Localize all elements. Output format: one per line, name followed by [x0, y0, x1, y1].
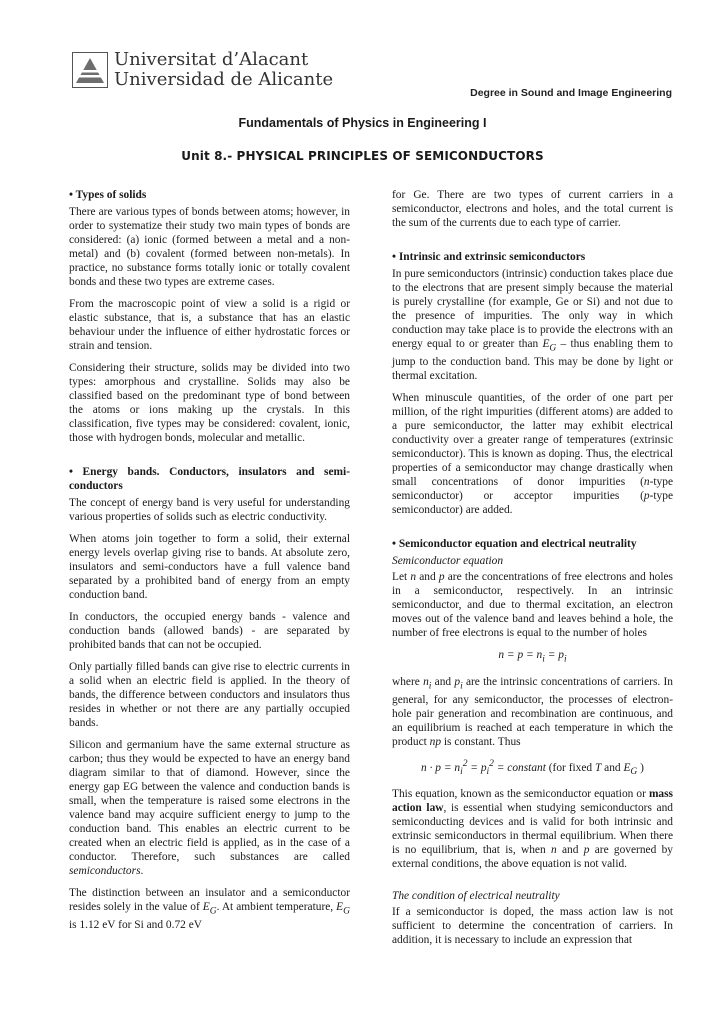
- symbol-n: n: [643, 476, 650, 489]
- course-title: Fundamentals of Physics in Engineering I: [238, 116, 487, 130]
- paragraph-text: -type semiconductor) or acceptor impurities (: [392, 476, 673, 503]
- equation-intrinsic: $n = p = n_i = p_i$: [498, 649, 567, 665]
- paragraph: When atoms join together to form a solid, their external energy levels overlap giving rise to bands. At absolute zero, insulators and semi-conductors have a full valence band separated by a prohibited band of energy from an empty conduction band.: [69, 533, 350, 601]
- paragraph-text: Silicon and germanium have the same external structure as carbon; thus they would be expected to have an energy band diagram similar to that of diamond. However, since the energy gap EG between the valence and conduction bands is small, when the temperature is raised some electrons in the valence band may acquire sufficient energy to jump to the conduction band. This enables an electric current to be created when an electric field is applied, as in the case of a conductor. Therefore, such substances are called: [69, 739, 350, 863]
- degree-label: Degree in Sound and Image Engineering: [470, 87, 672, 99]
- paragraph: Considering their structure, solids may be divided into two types: amorphous and crystalline. Solids may also be classified based on the predominant type of bond between the atoms or ions making up the crystals. In this classification, five types may be considered: covalent, ionic, those with hydrogen bonds, molecular and metallic.: [69, 362, 350, 444]
- paragraph: [69, 886, 350, 932]
- heading-semiconductor-equation: • Semiconductor equation and electrical neutrality: [392, 538, 637, 551]
- university-name-ca: Universitat d’Alacant: [114, 49, 309, 70]
- heading-energy-bands: • Energy bands. Conductors, insulators and semi-conductors: [69, 466, 350, 492]
- symbol-pi: $p_i$: [454, 675, 463, 691]
- paragraph-text: is 1.12 eV for Si and 0.72 eV: [69, 919, 202, 932]
- paragraph: Silicon and germanium have the same external structure as carbon; thus they would be expected to have an energy band diagram similar to that of diamond. However, since the energy gap EG between the valence and conduction bands is small, when the temperature is raised some electrons in the valence band may acquire sufficient energy to jump to the conduction band. This enables an electric current to be created when an electric field is applied, as in the case of a conductor. Therefore, such substances are called semiconductors.: [69, 739, 350, 877]
- paragraph-text: The distinction between an insulator and a semiconductor resides solely in the value of: [69, 887, 350, 913]
- symbol-np: np: [429, 735, 442, 748]
- symbol-ni: $n_i$: [423, 675, 432, 691]
- unit-title: Unit 8.- PHYSICAL PRINCIPLES OF SEMICONDUCTORS: [181, 149, 544, 163]
- symbol-p: p: [583, 843, 590, 856]
- equation-mass-action: $n \cdot p = n_i^2 = p_i^2$ = constant (for fixed T and $E_G$ ): [421, 758, 644, 777]
- emphasis: semiconductors: [69, 865, 141, 877]
- symbol-p: p: [438, 571, 445, 584]
- paragraph-text: -type semiconductor) are added.: [392, 490, 673, 517]
- equation-note: (for fixed: [548, 761, 593, 774]
- paragraph-text: In pure semiconductors (intrinsic) conduction takes place due to the electrons that are present simply because the material is purely crystalline (for example, Ge or Si) and not due to the presence of impurities. The only way in which conduction may take place is to provide the electrons with an energy equal to or greater than: [392, 268, 673, 350]
- paragraph: The concept of energy band is very useful for understanding various properties of solids such as electric conductivity.: [69, 497, 350, 523]
- subheading-electrical-neutrality: The condition of electrical neutrality: [392, 889, 560, 902]
- symbol-n: n: [550, 843, 557, 856]
- university-name-es: Universidad de Alicante: [114, 69, 334, 90]
- university-names: [114, 50, 333, 90]
- paragraph-text: are the concentrations of free electrons and holes in a semiconductor, respectively. In an intrinsic semiconductor, and due to thermal excitation, an electron moves out of the valence band and leaves behind a hole, the number of free electrons is equal to the number of holes: [392, 571, 673, 640]
- paragraph-text: , is essential when studying semiconductors and semiconducting devices and is valid for both intrinsic and extrinsic semiconductors in thermal equilibrium. When there is no equilibrium, that is, when: [392, 801, 673, 856]
- symbol-n: n: [410, 571, 417, 584]
- paragraph-text: . At ambient temperature,: [216, 901, 334, 913]
- paragraph: From the macroscopic point of view a solid is a rigid or elastic substance, that is, a substance that has an elastic behaviour under the influence of either hydrostatic forces or strain and tension.: [69, 298, 350, 352]
- paragraph-text: – thus enabling them to jump to the conduction band. This may be done by light or thermal excitation.: [392, 338, 673, 383]
- symbol-eg: $E_G$: [542, 338, 557, 354]
- paragraph-text: are the intrinsic concentrations of carriers. In general, for any semiconductor, the processes of electron-hole pair generation and recombination are continuous, and an equilibrium is reached at each temperature in which the product: [392, 675, 673, 748]
- subheading-semiconductor-equation: Semiconductor equation: [392, 555, 504, 568]
- paragraph: In conductors, the occupied energy bands - valence and conduction bands (allowed bands) - are separated by prohibited bands that can not be occupied.: [69, 611, 350, 651]
- heading-types-of-solids: • Types of solids: [69, 189, 147, 201]
- bold-term: mass action law: [392, 787, 673, 814]
- paragraph: Only partially filled bands can give rise to electric currents in a solid when an electric field is applied. In the theory of bands, the difference between conductors and insulators thus resides in whether or not there are any partially occupied bands.: [69, 661, 350, 729]
- paragraph: where $n_i$ and $p_i$ are the intrinsic concentrations of carriers. In general, for any semiconductor, the processes of electron-hole pair generation and recombination are continuous, and an equilibrium is reached at each temperature in which the product np is constant. Thus: [392, 675, 673, 748]
- right-column: [392, 188, 673, 955]
- paragraph: There are various types of bonds between atoms; however, in order to systematize their study two main types of bonds are considered: (a) ionic (formed between a metal and a non-metal) and (b) covalent (formed between non-metals). In practice, no substance forms totally ionic or totally covalent bonds and these two types are extreme cases.: [69, 206, 350, 288]
- symbol-p: p: [643, 490, 650, 503]
- paragraph: [392, 391, 673, 517]
- paragraph-text: are governed by external conditions, the above equation is not valid.: [392, 843, 673, 870]
- left-column: [69, 188, 350, 940]
- paragraph-text: When minuscule quantities, of the order of one part per million, of the right impurities (different atoms) are added to a pure semiconductor, the latter may exhibit electrical conductivity over a greater range of temperatures (extrinsic semiconductor). This is known as doping. Thus, the electrical properties of a semiconductor may change drastically when small concentrations of donor impurities (: [392, 392, 673, 489]
- paragraph-text: is constant. Thus: [441, 735, 521, 748]
- university-logo-icon: [72, 52, 108, 88]
- symbol-eg: $E_G$: [336, 901, 350, 917]
- paragraph-text: This equation, known as the semiconductor equation or: [392, 787, 646, 800]
- paragraph: [392, 267, 673, 383]
- paragraph: If a semiconductor is doped, the mass action law is not sufficient to determine the concentration of carriers. In addition, it is necessary to include an expression that: [392, 905, 673, 946]
- symbol-eg: $E_G$: [202, 901, 217, 917]
- paragraph: Let n and p are the concentrations of free electrons and holes in a semiconductor, respectively. In an intrinsic semiconductor, and due to thermal excitation, an electron moves out of the valence band and leaves behind a hole, the number of free electrons is equal to the number of holes: [392, 571, 673, 640]
- paragraph: for Ge. There are two types of current carriers in a semiconductor, electrons and holes, and the total current is the sum of the currents due to each type of carrier.: [392, 189, 673, 229]
- heading-intrinsic-extrinsic: • Intrinsic and extrinsic semiconductors: [392, 251, 586, 263]
- paragraph: This equation, known as the semiconductor equation or mass action law, is essential when studying semiconductors and semiconducting devices and is valid for both intrinsic and extrinsic semiconductors in thermal equilibrium. When there is no equilibrium, that is, when n and p are governed by external conditions, the above equation is not valid.: [392, 787, 673, 870]
